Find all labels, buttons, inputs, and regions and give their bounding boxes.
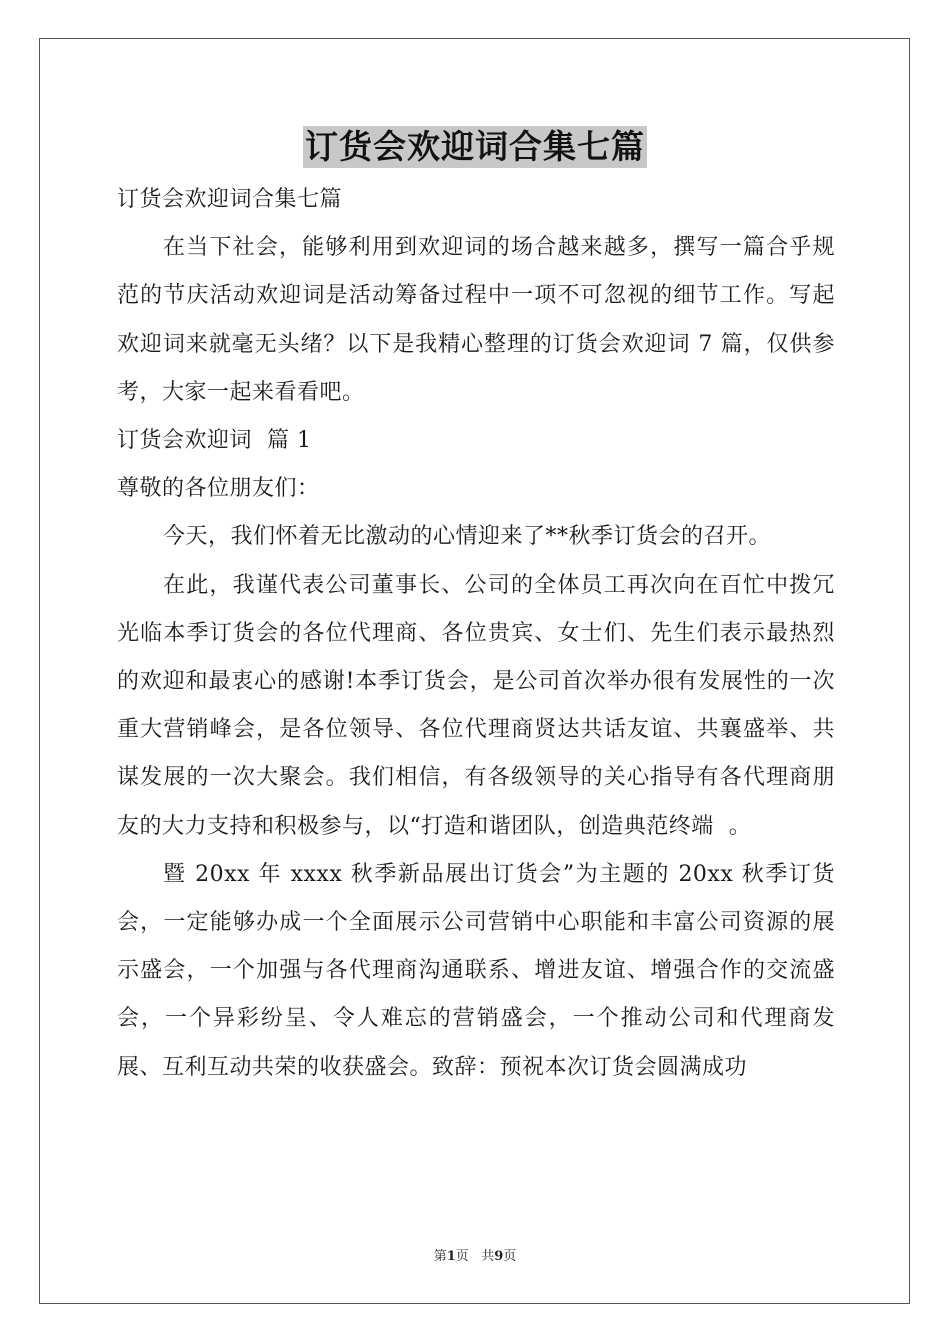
paragraph: 暨 20xx 年 xxxx 秋季新品展出订货会”为主题的 20xx 秋季订货会，一定能够办成一个全面展示公司营销中心职能和丰富公司资源的展示盛会，一个加强与各代理商沟通联系、增进友谊、增强合作的交流盛会，一个异彩纷呈、令人难忘的营销盛会，一个推动公司和代理商发展、互利互动共荣的收获盛会。致辞：预祝本次订货会圆满成功 xyxy=(117,861,835,1080)
footer-total-pages: 9 xyxy=(494,1249,504,1264)
page-footer xyxy=(0,1245,950,1264)
paragraph: 在此，我谨代表公司董事长、公司的全体员工再次向在百忙中拨冗光临本季订货会的各位代理商、各位贵宾、女士们、先生们表示最热烈的欢迎和最衷心的感谢!本季订货会，是公司首次举办很有发展性的一次重大营销峰会，是各位领导、各位代理商贤达共话友谊、共襄盛举、共谋发展的一次大聚会。我们相信，有各级领导的关心指导有各代理商朋友的大力支持和积极参与，以“打造和谐团队，创造典范终端 。 xyxy=(117,572,835,839)
paragraph: 在当下社会，能够利用到欢迎词的场合越来越多，撰写一篇合乎规范的节庆活动欢迎词是活动筹备过程中一项不可忽视的细节工作。写起欢迎词来就毫无头绪？以下是我精心整理的订货会欢迎词 7 篇，仅供参考，大家一起来看看吧。 xyxy=(117,235,835,405)
footer-suffix: 页 xyxy=(503,1249,517,1264)
footer-prefix: 第 xyxy=(433,1249,447,1264)
paragraph: 尊敬的各位朋友们： xyxy=(117,476,320,502)
document-title: 订货会欢迎词合集七篇 xyxy=(305,127,645,166)
title-container xyxy=(0,126,950,168)
footer-page-number: 1 xyxy=(446,1249,456,1264)
paragraph: 订货会欢迎词 篇 1 xyxy=(117,428,312,454)
footer-mid: 页 共 xyxy=(455,1249,495,1264)
paragraph: 今天，我们怀着无比激动的心情迎来了**秋季订货会的召开。 xyxy=(163,524,772,550)
document-body xyxy=(117,176,835,1092)
paragraph: 订货会欢迎词合集七篇 xyxy=(117,187,343,212)
